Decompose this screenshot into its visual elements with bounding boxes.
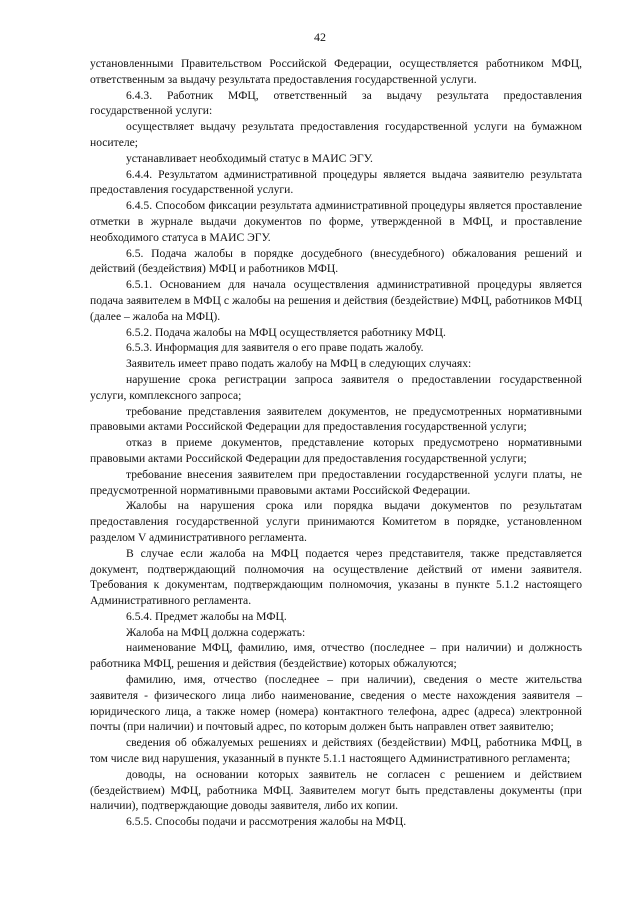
paragraph-6-5-2: 6.5.2. Подача жалобы на МФЦ осуществляется работнику МФЦ. — [126, 325, 446, 339]
paragraph-content-decisions: сведения об обжалуемых решениях и действиях (бездействии) МФЦ, работника МФЦ, в том числе вид нарушения, указанный в пункте 5.1.1 настоящего Административного регламента; — [90, 736, 582, 766]
paragraph-content-arguments: доводы, на основании которых заявитель не согласен с решением и действием (бездействием) МФЦ, работника МФЦ. Заявителем могут быть представлены документы (при наличии), подтверждающие доводы заявителя, либо их копии. — [90, 767, 582, 813]
paragraph-content-mfc-name: наименование МФЦ, фамилию, имя, отчество (последнее – при наличии) и должность работника МФЦ, решения и действия (бездействие) которых обжалуются; — [90, 641, 582, 671]
paragraph-case-documents: требование представления заявителем документов, не предусмотренных нормативными правовыми актами Российской Федерации для предоставления государственной услуги; — [90, 404, 582, 434]
paragraph-set-status: устанавливает необходимый статус в МАИС ЭГУ. — [126, 151, 373, 165]
paragraph-representative: В случае если жалоба на МФЦ подается через представителя, также представляется документ, подтверждающий полномочия на осуществление действий от имени заявителя. Требования к документам, подтверждающим полномочия, указаны в пункте 5.1.2 настоящего Административного регламента. — [90, 546, 582, 608]
document-body — [90, 56, 582, 830]
paragraph-committee-complaints: Жалобы на нарушения срока или порядка выдачи документов по результатам предоставления государственной услуги принимаются Комитетом в порядке, установленном разделом V административного регламента. — [90, 499, 582, 544]
paragraph-6-4-5: 6.4.5. Способом фиксации результата административной процедуры является проставление отметки в журнале выдачи документов по форме, утвержденной в МФЦ, и проставление необходимого статуса в МАИС ЭГУ. — [90, 199, 582, 244]
paragraph-6-5-1: 6.5.1. Основанием для начала осуществления административной процедуры является подача заявителем в МФЦ с жалобы на решения и действия (бездействие) МФЦ, работников МФЦ (далее – жалоба на МФЦ). — [90, 278, 582, 323]
paragraph-6-4-4: 6.4.4. Результатом административной процедуры является выдача заявителю результата предоставления государственной услуги. — [90, 167, 582, 197]
paragraph-complaint-cases: Заявитель имеет право подать жалобу на МФЦ в следующих случаях: — [126, 357, 472, 371]
paragraph-6-5-3: 6.5.3. Информация для заявителя о его праве подать жалобу. — [126, 341, 424, 355]
paragraph-6-5: 6.5. Подача жалобы в порядке досудебного (внесудебного) обжалования решений и действий (бездействия) МФЦ и работников МФЦ. — [90, 246, 582, 276]
paragraph-content-applicant: фамилию, имя, отчество (последнее – при наличии), сведения о месте жительства заявителя - физического лица либо наименование, сведения о месте нахождения заявителя – юридического лица, а также номер (номера) контактного телефона, адрес (адреса) электронной почты (при наличии) и почтовый адрес, по которым должен быть направлен ответ заявителю; — [90, 673, 582, 734]
page-number: 42 — [314, 30, 326, 44]
paragraph-6-5-5: 6.5.5. Способы подачи и рассмотрения жалобы на МФЦ. — [126, 815, 407, 829]
paragraph-complaint-contents: Жалоба на МФЦ должна содержать: — [126, 625, 306, 639]
paragraph-6-5-4: 6.5.4. Предмет жалобы на МФЦ. — [126, 609, 287, 623]
paragraph-case-payment: требование внесения заявителем при предоставлении государственной услуги платы, не предусмотренной нормативными правовыми актами Российской Федерации. — [90, 467, 582, 497]
paragraph-case-refusal: отказ в приеме документов, представление которых предусмотрено нормативными правовыми актами Российской Федерации для предоставления государственной услуги; — [90, 436, 582, 465]
paragraph-issue-paper: осуществляет выдачу результата предоставления государственной услуги на бумажном носителе; — [90, 120, 582, 149]
paragraph-6-4-3: 6.4.3. Работник МФЦ, ответственный за выдачу результата предоставления государственной услуги: — [90, 88, 582, 118]
paragraph-case-deadline: нарушение срока регистрации запроса заявителя о предоставлении государственной услуги, комплексного запроса; — [90, 372, 582, 402]
paragraph-continuation: установленными Правительством Российской Федерации, осуществляется работником МФЦ, ответственным за выдачу результата предоставления государственной услуги. — [90, 57, 582, 86]
